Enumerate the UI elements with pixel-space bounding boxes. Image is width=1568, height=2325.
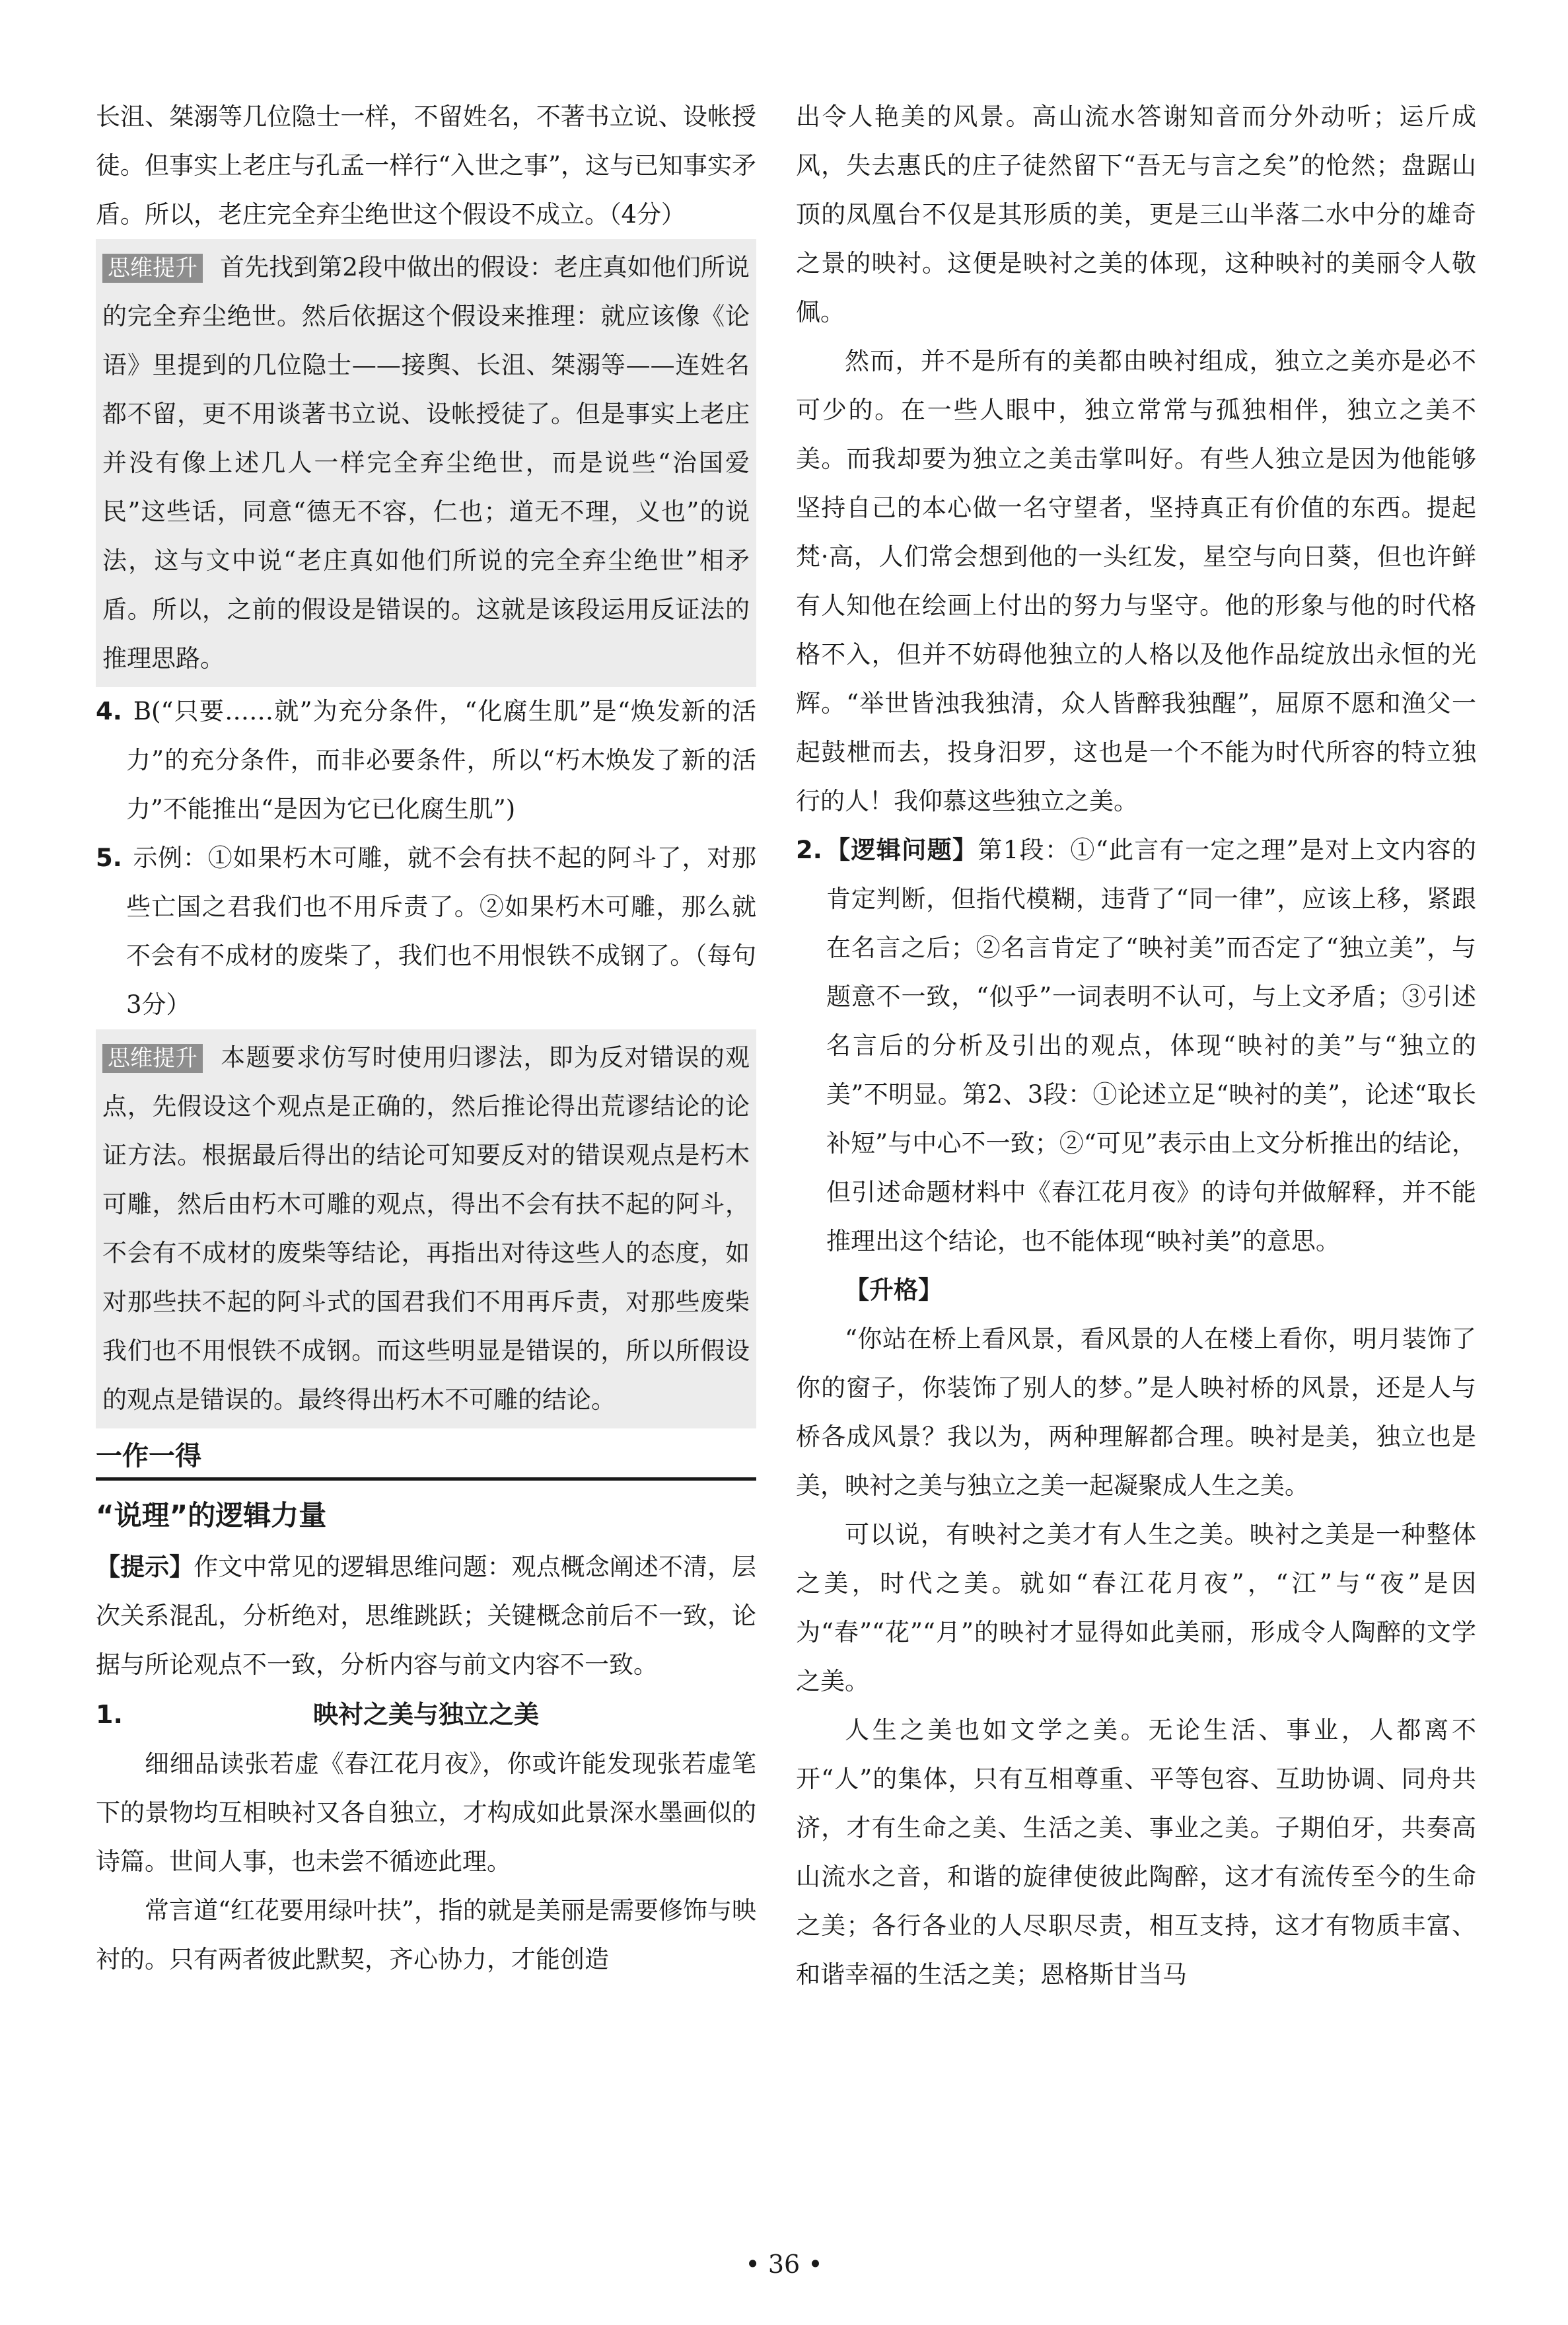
item-number: 5. — [96, 844, 122, 872]
section-subtitle: “说理”的逻辑力量 — [96, 1499, 327, 1532]
essay-number: 1. — [96, 1700, 123, 1729]
answer-item-4 — [96, 687, 756, 834]
section-heading: 一作一得 — [96, 1435, 756, 1481]
item-number: 2. — [796, 836, 822, 864]
answer-paragraph: 长沮、桀溺等几位隐士一样，不留姓名，不著书立说、设帐授徒。但事实上老庄与孔孟一样行“入世之事”，这与已知事实矛盾。所以，老庄完全弃尘绝世这个假设不成立。（4分） — [96, 102, 756, 229]
essay-title — [96, 1689, 756, 1740]
essay-paragraph: 然而，并不是所有的美都由映衬组成，独立之美亦是必不可少的。在一些人眼中，独立常常与孤独相伴，独立之美不美。而我却要为独立之美击掌叫好。有些人独立是因为他能够坚持自己的本心做一名守望者，坚持真正有价值的东西。提起梵·高，人们常会想到他的一头红发，星空与向日葵，但也许鲜有人知他在绘画上付出的努力与坚守。他的形象与他的时代格格不入，但并不妨碍他独立的人格以及他作品绽放出永恒的光辉。“举世皆浊我独清，众人皆醉我独醒”，屈原不愿和渔父一起鼓枻而去，投身汨罗，这也是一个不能为时代所容的特立独行的人！我仰慕这些独立之美。 — [796, 347, 1476, 815]
upgrade-label: 【升格】 — [845, 1276, 943, 1304]
item-text: 示例：①如果朽木可雕，就不会有扶不起的阿斗了，对那些亡国之君我们也不用斥责了。②如果朽木可雕，那么就不会有不成材的废柴了，我们也不用恨铁不成钢了。（每句3分） — [126, 844, 757, 1019]
right-column — [796, 92, 1476, 1999]
logic-problem-label: 【逻辑问题】 — [824, 836, 978, 864]
thinking-tip-box — [96, 1029, 756, 1428]
thinking-tip-label: 思维提升 — [102, 1044, 203, 1073]
left-column — [96, 92, 756, 1984]
prompt-paragraph — [96, 1543, 756, 1689]
thinking-tip-text: 首先找到第2段中做出的假设：老庄真如他们所说的完全弃尘绝世。然后依据这个假设来推理：就应该像《论语》里提到的几位隐士——接舆、长沮、桀溺等——连姓名都不留，更不用谈著书立说、设帐授徒了。但是事实上老庄并没有像上述几人一样完全弃尘绝世，而是说些“治国爱民”这些话，同意“德无不容，仁也；道无不理，义也”的说法，这与文中说“老庄真如他们所说的完全弃尘绝世”相矛盾。所以，之前的假设是错误的。这就是该段运用反证法的推理思路。 — [102, 253, 750, 673]
prompt-text: 作文中常见的逻辑思维问题：观点概念阐述不清，层次关系混乱，分析绝对，思维跳跃；关键概念前后不一致，论据与所论观点不一致，分析内容与前文内容不一致。 — [96, 1553, 757, 1679]
essay-title-text: 映衬之美与独立之美 — [312, 1700, 539, 1729]
answer-item-2 — [796, 826, 1476, 1266]
prompt-label: 【提示】 — [96, 1553, 194, 1581]
answer-item-5 — [96, 834, 756, 1029]
item-text: 第1段：①“此言有一定之理”是对上文内容的肯定判断，但指代模糊，违背了“同一律”，应该上移，紧跟在名言之后；②名言肯定了“映衬美”而否定了“独立美”，与题意不一致，“似乎”一词表明不认可，与上文矛盾；③引述名言后的分析及引出的观点，体现“映衬的美”与“独立的美”不明显。第2、3段：①论述立足“映衬的美”，论述“取长补短”与中心不一致；②“可见”表示由上文分析推出的结论，但引述命题材料中《春江花月夜》的诗句并做解释，并不能推理出这个结论，也不能体现“映衬美”的意思。 — [826, 836, 1476, 1255]
essay-paragraph: 出令人艳美的风景。高山流水答谢知音而分外动听；运斤成风，失去惠氏的庄子徒然留下“吾无与言之矣”的怆然；盘踞山顶的凤凰台不仅是其形质的美，更是三山半落二水中分的雄奇之景的映衬。这便是映衬之美的体现，这种映衬的美丽令人敬佩。 — [796, 102, 1476, 326]
item-number: 4. — [96, 697, 122, 725]
page-number: • 36 • — [745, 2250, 823, 2279]
thinking-tip-text: 本题要求仿写时使用归谬法，即为反对错误的观点，先假设这个观点是正确的，然后推论得出荒谬结论的论证方法。根据最后得出的结论可知要反对的错误观点是朽木可雕，然后由朽木可雕的观点，得出不会有扶不起的阿斗，不会有不成材的废柴等结论，再指出对待这些人的态度，如对那些扶不起的阿斗式的国君我们不用再斥责，对那些废柴我们也不用恨铁不成钢。而这些明显是错误的，所以所假设的观点是错误的。最终得出朽木不可雕的结论。 — [102, 1043, 750, 1414]
essay-paragraph: 常言道“红花要用绿叶扶”，指的就是美丽是需要修饰与映衬的。只有两者彼此默契，齐心协力，才能创造 — [96, 1896, 756, 1974]
thinking-tip-label: 思维提升 — [102, 254, 203, 283]
upgrade-paragraph: “你站在桥上看风景，看风景的人在楼上看你，明月装饰了你的窗子，你装饰了别人的梦。”是人映衬桥的风景，还是人与桥各成风景？我以为，两种理解都合理。映衬是美，独立也是美，映衬之美与独立之美一起凝聚成人生之美。 — [796, 1325, 1476, 1500]
upgrade-paragraph: 人生之美也如文学之美。无论生活、事业，人都离不开“人”的集体，只有互相尊重、平等包容、互助协调、同舟共济，才有生命之美、生活之美、事业之美。子期伯牙，共奏高山流水之音，和谐的旋律使彼此陶醉，这才有流传至今的生命之美；各行各业的人尽职尽责，相互支持，这才有物质丰富、和谐幸福的生活之美；恩格斯甘当马 — [796, 1716, 1476, 1989]
essay-paragraph: 细细品读张若虚《春江花月夜》，你或许能发现张若虚笔下的景物均互相映衬又各自独立，才构成如此景深水墨画似的诗篇。世间人事，也未尝不循迹此理。 — [96, 1750, 756, 1876]
thinking-tip-box — [96, 239, 756, 687]
upgrade-paragraph: 可以说，有映衬之美才有人生之美。映衬之美是一种整体之美，时代之美。就如“春江花月夜”，“江”与“夜”是因为“春”“花”“月”的映衬才显得如此美丽，形成令人陶醉的文学之美。 — [796, 1520, 1476, 1695]
item-text: B(“只要……就”为充分条件，“化腐生肌”是“焕发新的活力”的充分条件，而非必要条件，所以“朽木焕发了新的活力”不能推出“是因为它已化腐生肌”) — [126, 697, 756, 823]
